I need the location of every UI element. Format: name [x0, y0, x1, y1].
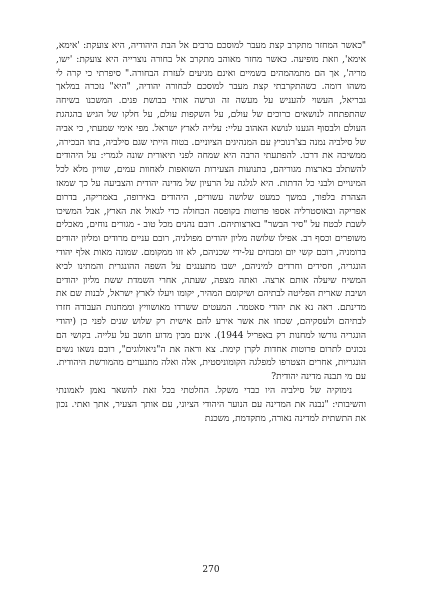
paragraph: נימוקיה של סילביה היו כבדי משקל. החלטתי בכל זאת להשאר נאמן לאמונתי והשיבותי: "נבנה את המדינה עם הנוער היהודי הציוני, עם אותך הצעיר, אתך ואתי. נכון את התשתית למדינה נאורה, מתקדמת, משכנת	[56, 385, 366, 424]
body-text	[56, 40, 366, 426]
page-number: 270	[202, 565, 220, 575]
paragraph: "כאשר המחזר מתקרב קצת מעבר למוסכם ברבים אל הבת היהודיה, היא צועקת: 'אימא, אימא', וזאת מופיעה. כאשר מחזר מאוהב מתקרב אל בחורה נוצרייה היא צועקת: 'ישו, מריה', אך הם מתמהמהים בשמיים ואינם מגיעים לעזרת הבחורה." סיפרתי כי קרה לי משהו דומה. כשהתקרבתי קצת מעבר למוסכם לבחורה יהודיה, "היא" נזכרה במלאך גבריאל, העשוי להעניש על מעשה זה וגרשה אותי בבושת פנים. המשכנו בשיחה שהתפתחה לנושאים כרוכים של עולם, על השקפות עולם, על חלקו של הגיש בהגהגת העולם ולבסוף הגענו לנושא האהוב עליי: עלייה לארץ ישראל. מפי אימי שמעתי, כי אביה של סילביה נמנה בצ'רנוביץ עם המנהיגים הציוניים. בטוח הייתי שגם סילביה, בתו הבכירה, ממשיכה את דרכו. להפתעתי הרבה היא שמחה לפני תיאורית שונה לגמרי: על היהודים להשתלב בארצות מגוריהם, בתנועות הצעירות השואפות לאחוות עמים, שוויון מלא לכל המינויים ולבני כל הדתות. היא לגלגה על הרעיון של מדינה יהודית והצביעה על כך שמאז הצהרת בלפור, במשך כמעט שלושה עשורים, היהודים באירופה, באמריקה, בדרום אפריקה ובאוסטרליה אספו פרוטות בקופסה הכחולה כדי לגאול את הארץ, אבל המשיכו לשבת לבטח על "סיר הבשר" בארצותיהם. רובם נהנים מכל טוב - מגורים נוחים, מאכלים משופרים וכסף רב. אפילו שלושה מליון יהודים מפולניה, רובם עניים מרודים ומליון יהודים ברומניה, רובם קשי יום ומבוזים על-ידי שכניהם, לא זזו ממקומם. שמונה מאות אלף יהודי הונגריה, חסידים וחרדים למיניהם, ישבו מתענגים על השפה ההונגרית והמתינו לביא המשיח שיעלה אותם ארצה. ואתה מצפה, שעתה, אחרי השמדת ששת מליון יהודים ושיבת שארית הפליטה לבתיהם ושיקומם המהיר, יקומו ויעלו לארץ ישראל, לבנות שם את מדינתם. ראה נא את יהודי סאטמר. המעטים ששרדו מאושוויץ וממחנות העבודה חזרו לבתיהם ולעסקיהם, שכחו את אשר אירע להם אישית רק שלוש שנים לפני כן (יהודי הונגריה גורשו למחנות רק באפריל 1944). אינם מבין מדוע חושב על עלייה. בקושי הם נכונים לתרום פרוטות אחדות לקרן קימת. צא וראה את ה"ניאולוגים", רובם נשאו נשים הונגריות, אחרים הצטרפו למפלגה הקומוניסטית, אלה ואלה מתנערים מהמורשת היהודית. עם מי תבנה מדינה יהודית?	[56, 41, 366, 383]
